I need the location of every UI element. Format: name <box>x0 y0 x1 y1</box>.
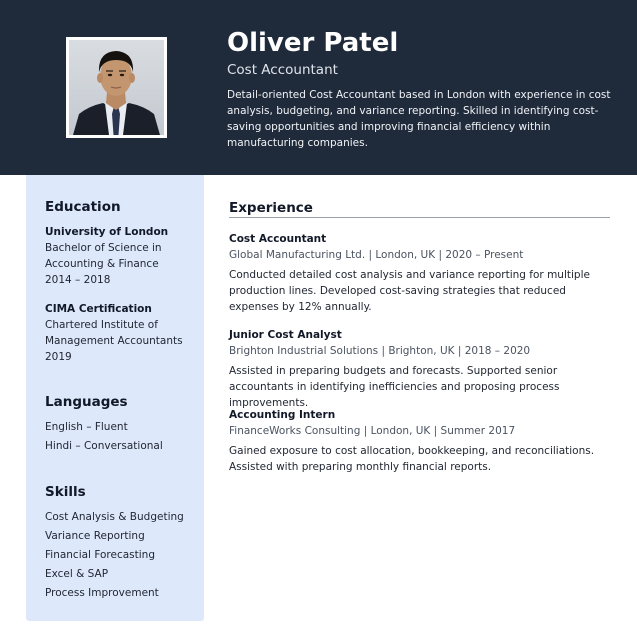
job-description: Conducted detailed cost analysis and variance reporting for multiple production lines. Developed cost-saving strategies that reduced expenses by 12% annually. <box>229 269 590 313</box>
skill-item: Financial Forecasting <box>45 549 155 561</box>
education-degree: Chartered Institute of Management Accountants <box>45 319 183 347</box>
experience-heading: Experience <box>229 200 313 216</box>
job-description: Assisted in preparing budgets and forecasts. Supported senior accountants in identifying inefficiencies and proposing process improvements. <box>229 365 560 409</box>
skills-heading: Skills <box>45 484 86 500</box>
skill-item: Cost Analysis & Budgeting <box>45 511 184 523</box>
candidate-name: Oliver Patel <box>227 28 399 58</box>
candidate-summary: Detail-oriented Cost Accountant based in London with experience in cost analysis, budgeting, and variance reporting. Skilled in identifying cost-saving opportunities and improving financial efficiency within manufacturing companies. <box>227 89 611 149</box>
job-title: Accounting Intern <box>229 409 336 421</box>
skill-item: Excel & SAP <box>45 568 109 580</box>
education-school: CIMA Certification <box>45 303 152 315</box>
profile-photo <box>66 37 167 138</box>
experience-divider <box>229 217 610 218</box>
education-years: 2019 <box>45 351 72 363</box>
job-meta: FinanceWorks Consulting | London, UK | Summer 2017 <box>229 425 516 437</box>
job-description: Gained exposure to cost allocation, bookkeeping, and reconciliations. Assisted with preparing monthly financial reports. <box>229 445 595 473</box>
education-years: 2014 – 2018 <box>45 274 111 286</box>
language-item: English – Fluent <box>45 421 128 433</box>
job-title: Junior Cost Analyst <box>229 329 342 341</box>
job-meta: Brighton Industrial Solutions | Brighton, UK | 2018 – 2020 <box>229 345 531 357</box>
education-degree: Bachelor of Science in Accounting & Finance <box>45 242 162 270</box>
skills-list <box>45 508 184 603</box>
languages-list <box>45 418 163 456</box>
education-heading: Education <box>45 199 121 215</box>
resume-header <box>0 0 637 175</box>
education-school: University of London <box>45 226 169 238</box>
languages-heading: Languages <box>45 394 128 410</box>
skill-item: Variance Reporting <box>45 530 145 542</box>
candidate-role: Cost Accountant <box>227 62 338 78</box>
skill-item: Process Improvement <box>45 587 159 599</box>
profile-portrait-icon <box>69 40 164 135</box>
language-item: Hindi – Conversational <box>45 440 163 452</box>
job-title: Cost Accountant <box>229 233 327 245</box>
job-meta: Global Manufacturing Ltd. | London, UK | 2020 – Present <box>229 249 524 261</box>
